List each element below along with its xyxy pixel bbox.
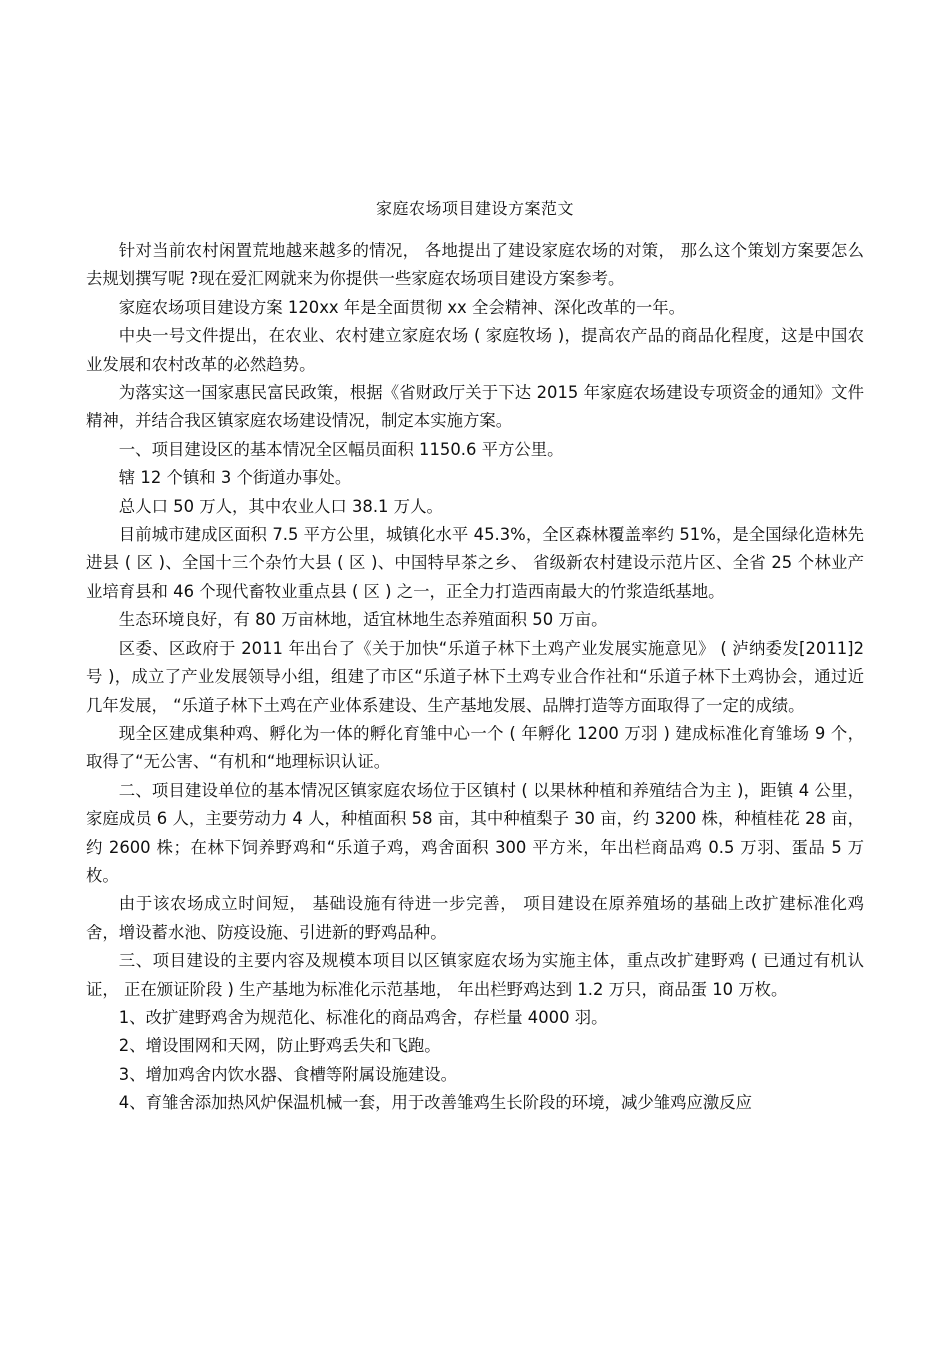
paragraph-section-2-unit: 二、项目建设单位的基本情况区镇家庭农场位于区镇村 ( 以果林种植和养殖结合为主 )，距镇 4 公里，家庭成员 6 人，主要劳动力 4 人，种植面积 58 亩，其中种植梨子 30 亩，约 3200 株，种植桂花 28 亩，约 2600 株；在林下饲养野鸡和“乐道子鸡，鸡舍面积 300 平方米，年出栏商品鸡 0.5 万羽、蛋品 5 万枚。 <box>86 780 864 885</box>
paragraph-hatchery: 现全区建成集种鸡、孵化为一体的孵化育雏中心一个 ( 年孵化 1200 万羽 ) 建成标准化育雏场 9 个，取得了“无公害、“有机和“地理标识认证。 <box>86 723 864 772</box>
paragraph-urbanization: 目前城市建成区面积 7.5 平方公里，城镇化水平 45.3%，全区森林覆盖率约 51%，是全国绿化造林先进县 ( 区 )、全国十三个杂竹大县 ( 区 )、中国特早茶之乡、 省级新农村建设示范片区、全省 25 个林业产业培育县和 46 个现代畜牧业重点县 ( 区 ) 之一，正全力打造西南最大的竹浆造纸基地。 <box>86 525 864 601</box>
paragraph-industry-policy: 区委、区政府于 2011 年出台了《关于加快“乐道子林下土鸡产业发展实施意见》 ( 泸纳委发[2011]2 号 )，成立了产业发展领导小组，组建了市区“乐道子林下土鸡专业合作社和“乐道子林下土鸡协会，通过近几年发展， “乐道子林下土鸡在产业体系建设、生产基地发展、品牌打造等方面取得了一定的成绩。 <box>86 638 864 715</box>
document-title: 家庭农场项目建设方案范文 <box>375 199 574 218</box>
list-item-1: 1、改扩建野鸡舍为规范化、标准化的商品鸡舍，存栏量 4000 羽。 <box>118 1007 608 1027</box>
paragraph-section-3-scope: 三、项目建设的主要内容及规模本项目以区镇家庭农场为实施主体，重点改扩建野鸡 ( 已通过有机认证， 正在颁证阶段 ) 生产基地为标准化示范基地， 年出栏野鸡达到 1.2 万只，商品蛋 10 万枚。 <box>86 951 864 999</box>
list-item-2: 2、增设围网和天网，防止野鸡丢失和飞跑。 <box>118 1036 441 1056</box>
paragraph-central-document: 中央一号文件提出，在农业、农村建立家庭农场 ( 家庭牧场 )，提高农产品的商品化程度，这是中国农业发展和农村改革的必然趋势。 <box>86 326 864 374</box>
document-body <box>86 237 864 1118</box>
paragraph-towns: 辖 12 个镇和 3 个街道办事处。 <box>118 468 352 488</box>
list-item-3: 3、增加鸡舍内饮水器、食槽等附属设施建设。 <box>118 1064 458 1084</box>
paragraph-population: 总人口 50 万人，其中农业人口 38.1 万人。 <box>118 496 443 516</box>
paragraph-infrastructure: 由于该农场成立时间短， 基础设施有待进一步完善， 项目建设在原养殖场的基础上改扩建标准化鸡舍，增设蓄水池、防疫设施、引进新的野鸡品种。 <box>86 894 864 942</box>
paragraph-ecology: 生态环境良好，有 80 万亩林地，适宜林地生态养殖面积 50 万亩。 <box>118 610 608 630</box>
list-item-4: 4、育雏舍添加热风炉保温机械一套，用于改善雏鸡生长阶段的环境，减少雏鸡应激反应 <box>118 1093 753 1113</box>
paragraph-policy-basis: 为落实这一国家惠民富民政策，根据《省财政厅关于下达 2015 年家庭农场建设专项资金的通知》文件精神，并结合我区镇家庭农场建设情况，制定本实施方案。 <box>86 383 864 431</box>
paragraph-plan-year: 家庭农场项目建设方案 120xx 年是全面贯彻 xx 全会精神、深化改革的一年。 <box>118 297 686 317</box>
paragraph-intro: 针对当前农村闲置荒地越来越多的情况， 各地提出了建设家庭农场的对策， 那么这个策划方案要怎么去规划撰写呢 ?现在爱汇网就来为你提供一些家庭农场项目建设方案参考。 <box>86 241 864 289</box>
paragraph-section-1-area: 一、项目建设区的基本情况全区幅员面积 1150.6 平方公里。 <box>118 439 564 459</box>
